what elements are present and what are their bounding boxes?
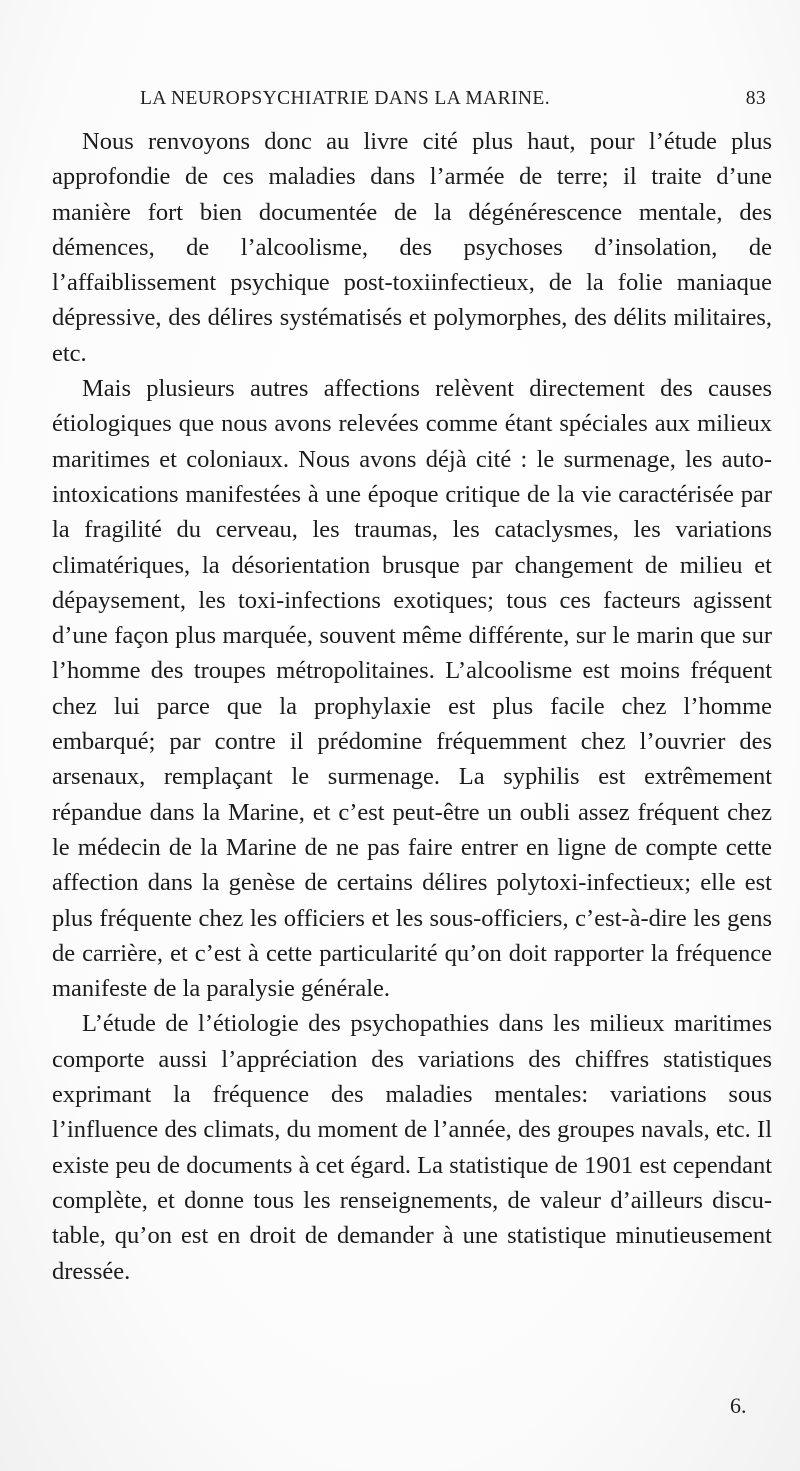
body-text [52,124,772,1289]
page-header [140,88,780,118]
paragraph: Nous renvoyons donc au livre cité plus haut, pour l’étude plus approfondie de ces maladies dans l’armée de terre; il traite d’une manière fort bien documentée de la dégénérescence mentale, des démences, de l’alcoolisme, des psychoses d’insolation, de l’affaiblissement psychique post-toxiinfectieux, de la folie maniaque dépressive, des délires systématisés et polymorphes, des délits militaires, etc. [52,128,772,367]
paragraph: Mais plusieurs autres affections relèvent directement des causes étiologiques que nous avons relevées comme étant spéciales aux milieux maritimes et coloniaux. Nous avons déjà cité : le surmenage, les auto-intoxications manifestées à une époque critique de la vie caractérisée par la fragilité du cerveau, les traumas, les cataclysmes, les variations climatériques, la désorientation brusque par changement de milieu et dépaysement, les toxi-infections exotiques; tous ces facteurs agissent d’une façon plus marquée, souvent même différente, sur le marin que sur l’homme des troupes métropolitaines. L’alcoolisme est moins fréquent chez lui parce que la prophylaxie est plus facile chez l’homme embarqué; par contre il prédomine fréquemment chez l’ouvrier des arsenaux, remplaçant le surmenage. La syphilis est extrêmement répandue dans la Marine, et c’est peut-être un oubli assez fréquent chez le médecin de la Marine de ne pas faire entrer en ligne de compte cette affection dans la genèse de certains délires polytoxi-infectieux; elle est plus fréquente chez les officiers et les sous-officiers, c’est-à-dire les gens de carrière, et c’est à cette particularité qu’on doit rapporter la fréquence manifeste de la paralysie générale. [52,375,772,1003]
paragraph: L’étude de l’étiologie des psychopathies dans les milieux maritimes comporte aussi l’appréciation des variations des chiffres statistiques exprimant la fréquence des maladies mentales: variations sous l’influence des climats, du moment de l’année, des groupes navals, etc. Il existe peu de documents à cet égard. La statistique de 1901 est cependant complète, et donne tous les renseignements, de valeur d’ailleurs discutable, qu’on est en droit de demander à une statistique minutieusement dressée. [52,1010,772,1285]
signature-mark: 6. [730,1393,747,1418]
page-number: 83 [745,88,766,109]
running-title: LA NEUROPSYCHIATRIE DANS LA MARINE. [140,88,550,109]
